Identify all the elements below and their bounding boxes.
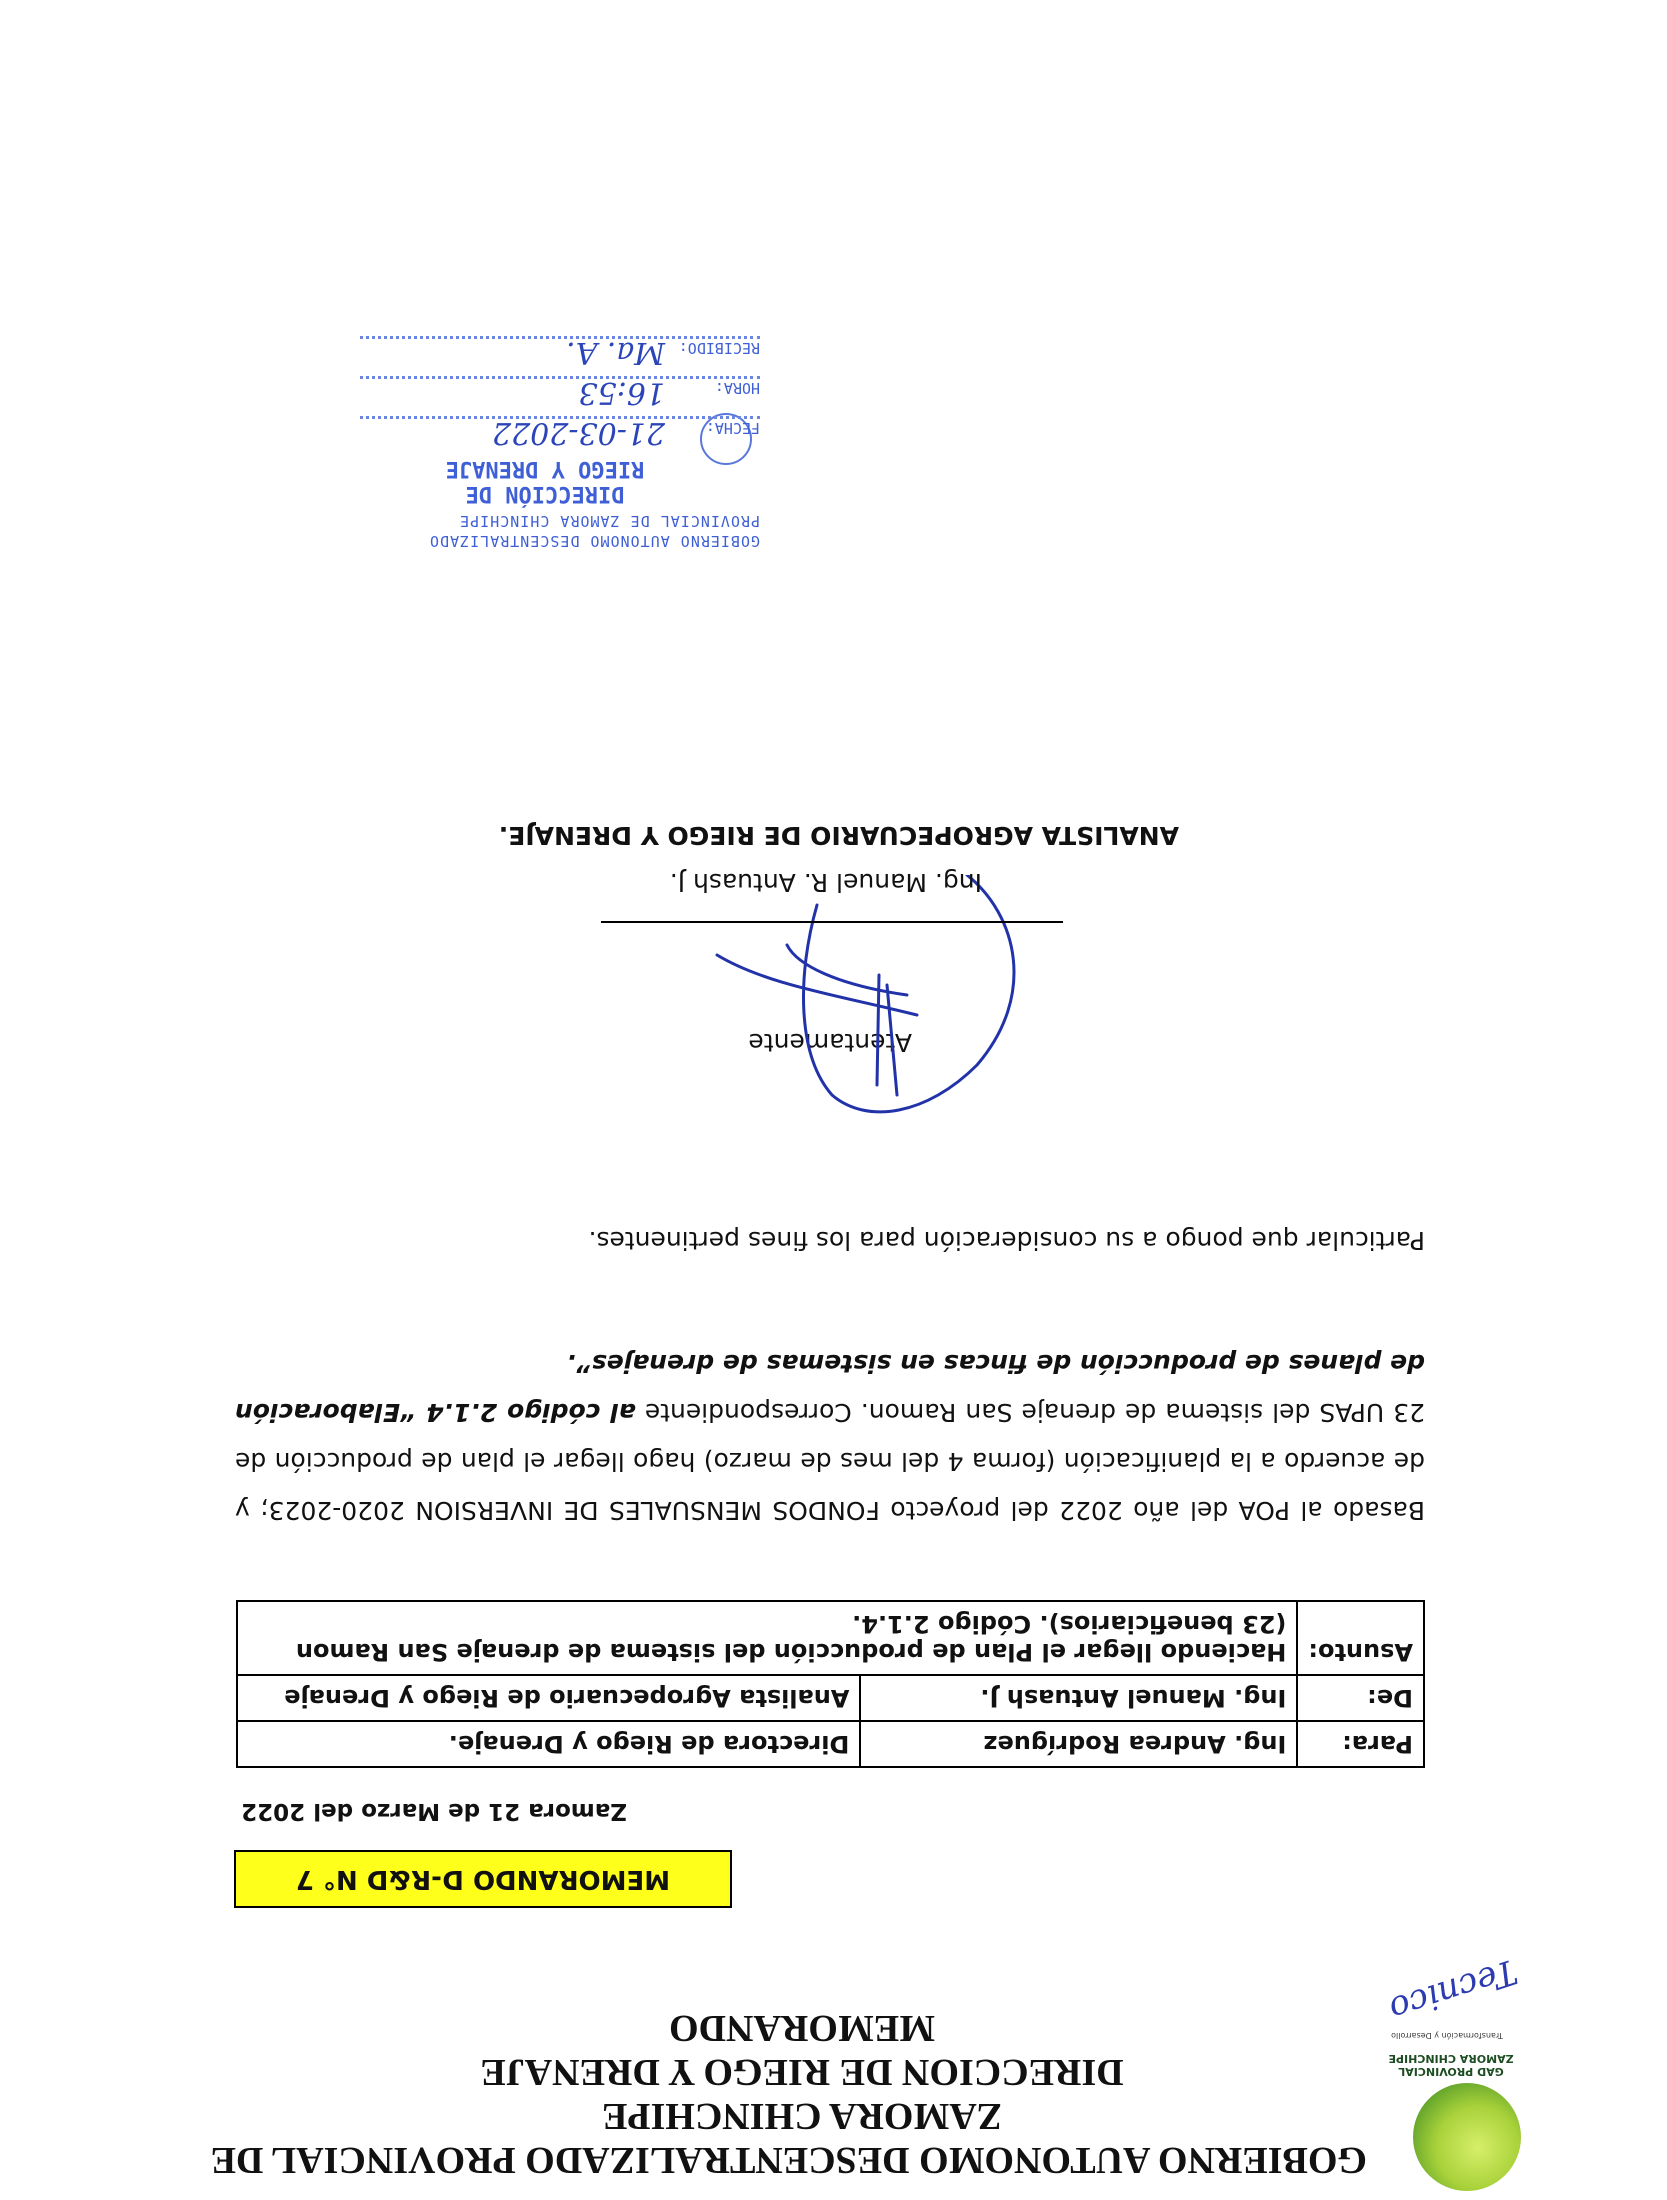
body-paragraph-2: Particular que pongo a su consideración para los fines pertinentes.: [588, 1226, 1425, 1255]
institution-line1: GOBIERNO AUTONOMO DESCENTRALIZADO PROVINCIAL DE: [210, 2139, 1367, 2181]
tecnico-handwritten-mark: Tecnico: [1384, 1950, 1522, 2030]
paragraph1-code-text: al código 2.1.4 “Elaboración de planes de producción de fincas en sistemas de drenajes”.: [235, 1349, 1425, 1427]
stamp-recibido-row: [330, 335, 760, 370]
paragraph1-text: Basado al POA del año 2022 del proyecto FONDOS MENSUALES DE INVERSION 2020-2023; y de acuerdo a la planificación (forma 4 del mes de marzo) hago llegar el plan de producción de 23 UPAS del sistema de drenaje San Ramon. Correspondiente: [235, 1398, 1425, 1525]
stamp-line3: DIRECCIÓN DE: [465, 481, 625, 506]
table-row-de: [237, 1675, 1424, 1721]
asunto-label: Asunto:: [1297, 1601, 1424, 1675]
signer-name: Ing. Manuel R. Antuash J.: [669, 868, 982, 897]
logo-name: ZAMORA CHINCHIPE: [1388, 2052, 1514, 2065]
stamp-fecha-value: 21-03-2022: [492, 415, 665, 450]
para-name: Ing. Andrea Rodríguez: [860, 1721, 1297, 1767]
signature-icon: [697, 875, 1037, 1135]
stamp-line1: GOBIERNO AUTONOMO DESCENTRALIZADO: [428, 532, 760, 550]
logo-gad: GAD PROVINCIAL: [1398, 2065, 1504, 2078]
memo-date: Zamora 21 de Marzo del 2022: [241, 1798, 627, 1824]
signature-line: [601, 921, 1063, 923]
logo-tagline: Transformación y Desarrollo: [1391, 2031, 1503, 2040]
para-label: Para:: [1297, 1721, 1424, 1767]
reception-stamp: [330, 336, 760, 550]
de-role: Analista Agropecuario de Riego y Drenaje: [237, 1675, 860, 1721]
stamp-line4: RIEGO Y DRENAJE: [445, 456, 645, 481]
para-role: Directora de Riego y Drenaje.: [237, 1721, 860, 1767]
stamp-fecha-row: [330, 415, 760, 450]
de-name: Ing. Manuel Antuash J.: [860, 1675, 1297, 1721]
stamp-recibido-label: RECIBIDO:: [678, 339, 760, 357]
asunto-text: Haciendo llegar el Plan de producción del sistema de drenaje San Ramon (23 beneficiarios). Código 2.1.4.: [237, 1601, 1297, 1675]
stamp-recibido-value: Ma. A.: [566, 335, 665, 370]
stamp-hora-label: HORA:: [714, 379, 760, 397]
stamp-hora-row: [330, 375, 760, 410]
institution-line2: ZAMORA CHINCHIPE: [601, 2095, 1003, 2137]
gad-logo-icon: [1413, 2083, 1521, 2191]
stamp-hora-value: 16:53: [578, 375, 665, 410]
institution-header: [210, 2006, 1367, 2182]
memo-number: MEMORANDO D-R&D N° 7: [295, 1864, 671, 1894]
closing-greeting: Atentamente: [748, 1028, 912, 1057]
department-title: DIRECCION DE RIEGO Y DRENAJE: [480, 2051, 1124, 2093]
signer-title: ANALISTA AGROPECUARIO DE RIEGO Y DRENAJE.: [498, 821, 1179, 850]
de-label: De:: [1297, 1675, 1424, 1721]
logo-text: [1381, 2052, 1521, 2078]
memo-number-box: [234, 1850, 732, 1908]
stamp-line2: PROVINCIAL DE ZAMORA CHINCHIPE: [459, 512, 760, 530]
body-paragraph-1: [235, 1339, 1425, 1535]
table-row-para: [237, 1721, 1424, 1767]
stamp-fecha-label: FECHA:: [705, 419, 760, 437]
memo-header-table: [236, 1600, 1425, 1768]
table-row-asunto: [237, 1601, 1424, 1675]
document-type: MEMORANDO: [669, 2007, 935, 2049]
